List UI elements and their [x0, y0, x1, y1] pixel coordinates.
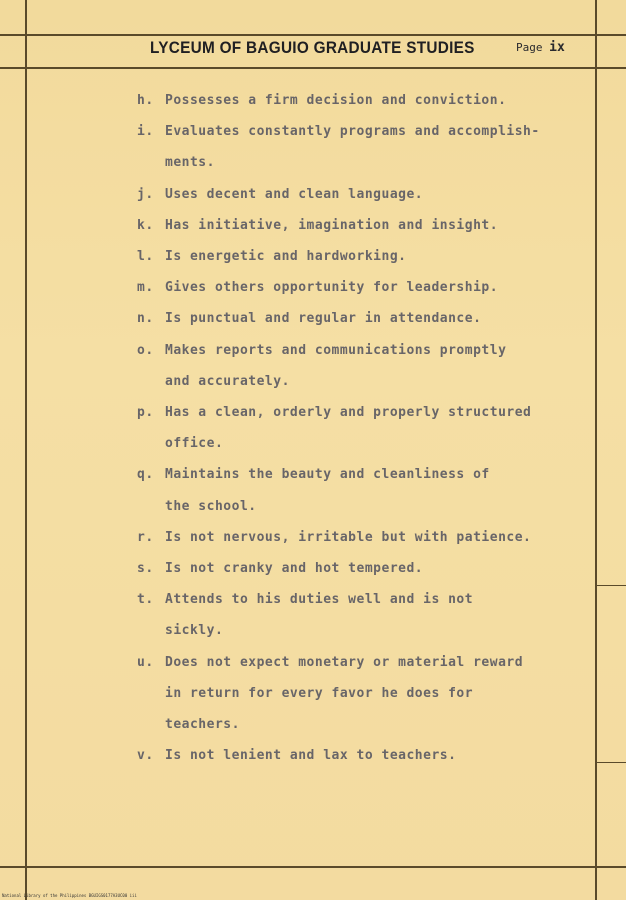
list-item-continuation [165, 155, 215, 170]
list-item-text: Is not cranky and hot tempered. [165, 561, 424, 576]
page-prefix: Page [516, 41, 550, 54]
list-item-letter: s. [137, 561, 154, 576]
list-item [137, 280, 498, 295]
list-item-letter: p. [137, 405, 154, 420]
list-item-continuation [165, 436, 223, 451]
list-item [137, 311, 481, 326]
list-item-text: Does not expect monetary or material reward [165, 654, 524, 670]
list-item-letter: k. [137, 217, 154, 233]
right-tick-2 [595, 762, 626, 763]
list-item-continuation [165, 686, 473, 701]
list-item [137, 187, 423, 202]
list-item-text: Has initiative, imagination and insight. [165, 217, 499, 233]
list-item-text: Has a clean, orderly and properly structured [165, 405, 532, 420]
page-label [516, 40, 565, 55]
list-item-letter: l. [137, 249, 154, 264]
list-item [137, 655, 523, 670]
list-item-letter: j. [137, 186, 154, 202]
list-item-letter: n. [137, 311, 154, 327]
list-item-text: Evaluates constantly programs and accomplish- [165, 124, 540, 140]
header-rule [0, 67, 626, 69]
list-item-letter: m. [137, 280, 154, 296]
top-rule [0, 34, 626, 36]
list-item [137, 218, 498, 233]
list-item [137, 467, 490, 482]
list-item-letter: t. [137, 592, 154, 608]
list-item-text: Maintains the beauty and cleanliness of [165, 467, 490, 483]
right-tick-1 [595, 585, 626, 586]
list-item-letter: r. [137, 529, 154, 545]
list-item-text: teachers. [165, 717, 240, 732]
list-item-text: Is not nervous, irritable but with patience. [165, 529, 532, 545]
list-item [137, 93, 506, 108]
list-item [137, 343, 506, 358]
list-item-text: Makes reports and communications promptly [165, 342, 507, 358]
list-item-letter: i. [137, 124, 154, 140]
list-item-letter: o. [137, 342, 154, 358]
list-item-text: and accurately. [165, 373, 290, 389]
list-item-text: sickly. [165, 623, 224, 639]
list-item [137, 405, 531, 420]
page-number: ix [549, 40, 565, 55]
document-title: LYCEUM OF BAGUIO GRADUATE STUDIES [150, 39, 475, 57]
list-item [137, 249, 406, 264]
list-item-text: Possesses a firm decision and conviction. [165, 93, 507, 108]
list-item [137, 124, 540, 139]
list-item-continuation [165, 374, 290, 389]
library-footer: National Library of the Philippines BGUIGS0177A3UC00 iii [2, 893, 137, 898]
right-margin-rule [595, 0, 597, 900]
list-item-continuation [165, 717, 240, 732]
list-item-letter: q. [137, 467, 154, 483]
bottom-rule [0, 866, 626, 868]
list-item-continuation [165, 623, 223, 638]
list-item-text: Uses decent and clean language. [165, 186, 424, 202]
list-item-text: Is energetic and hardworking. [165, 249, 407, 264]
list-item [137, 748, 456, 763]
list-item [137, 530, 531, 545]
list-item-text: the school. [165, 498, 257, 514]
list-item-continuation [165, 499, 257, 514]
list-item-text: Is punctual and regular in attendance. [165, 311, 482, 327]
list-item-text: Gives others opportunity for leadership. [165, 280, 499, 296]
left-margin-rule [25, 0, 27, 900]
list-item-letter: h. [137, 93, 154, 108]
list-item [137, 592, 473, 607]
list-item-text: ments. [165, 155, 215, 171]
list-item-text: office. [165, 436, 224, 452]
list-item-text: in return for every favor he does for [165, 685, 474, 701]
list-item [137, 561, 423, 576]
list-item-letter: u. [137, 654, 154, 670]
list-item-text: Is not lenient and lax to teachers. [165, 748, 457, 764]
list-item-letter: v. [137, 748, 154, 764]
list-item-text: Attends to his duties well and is not [165, 592, 474, 608]
